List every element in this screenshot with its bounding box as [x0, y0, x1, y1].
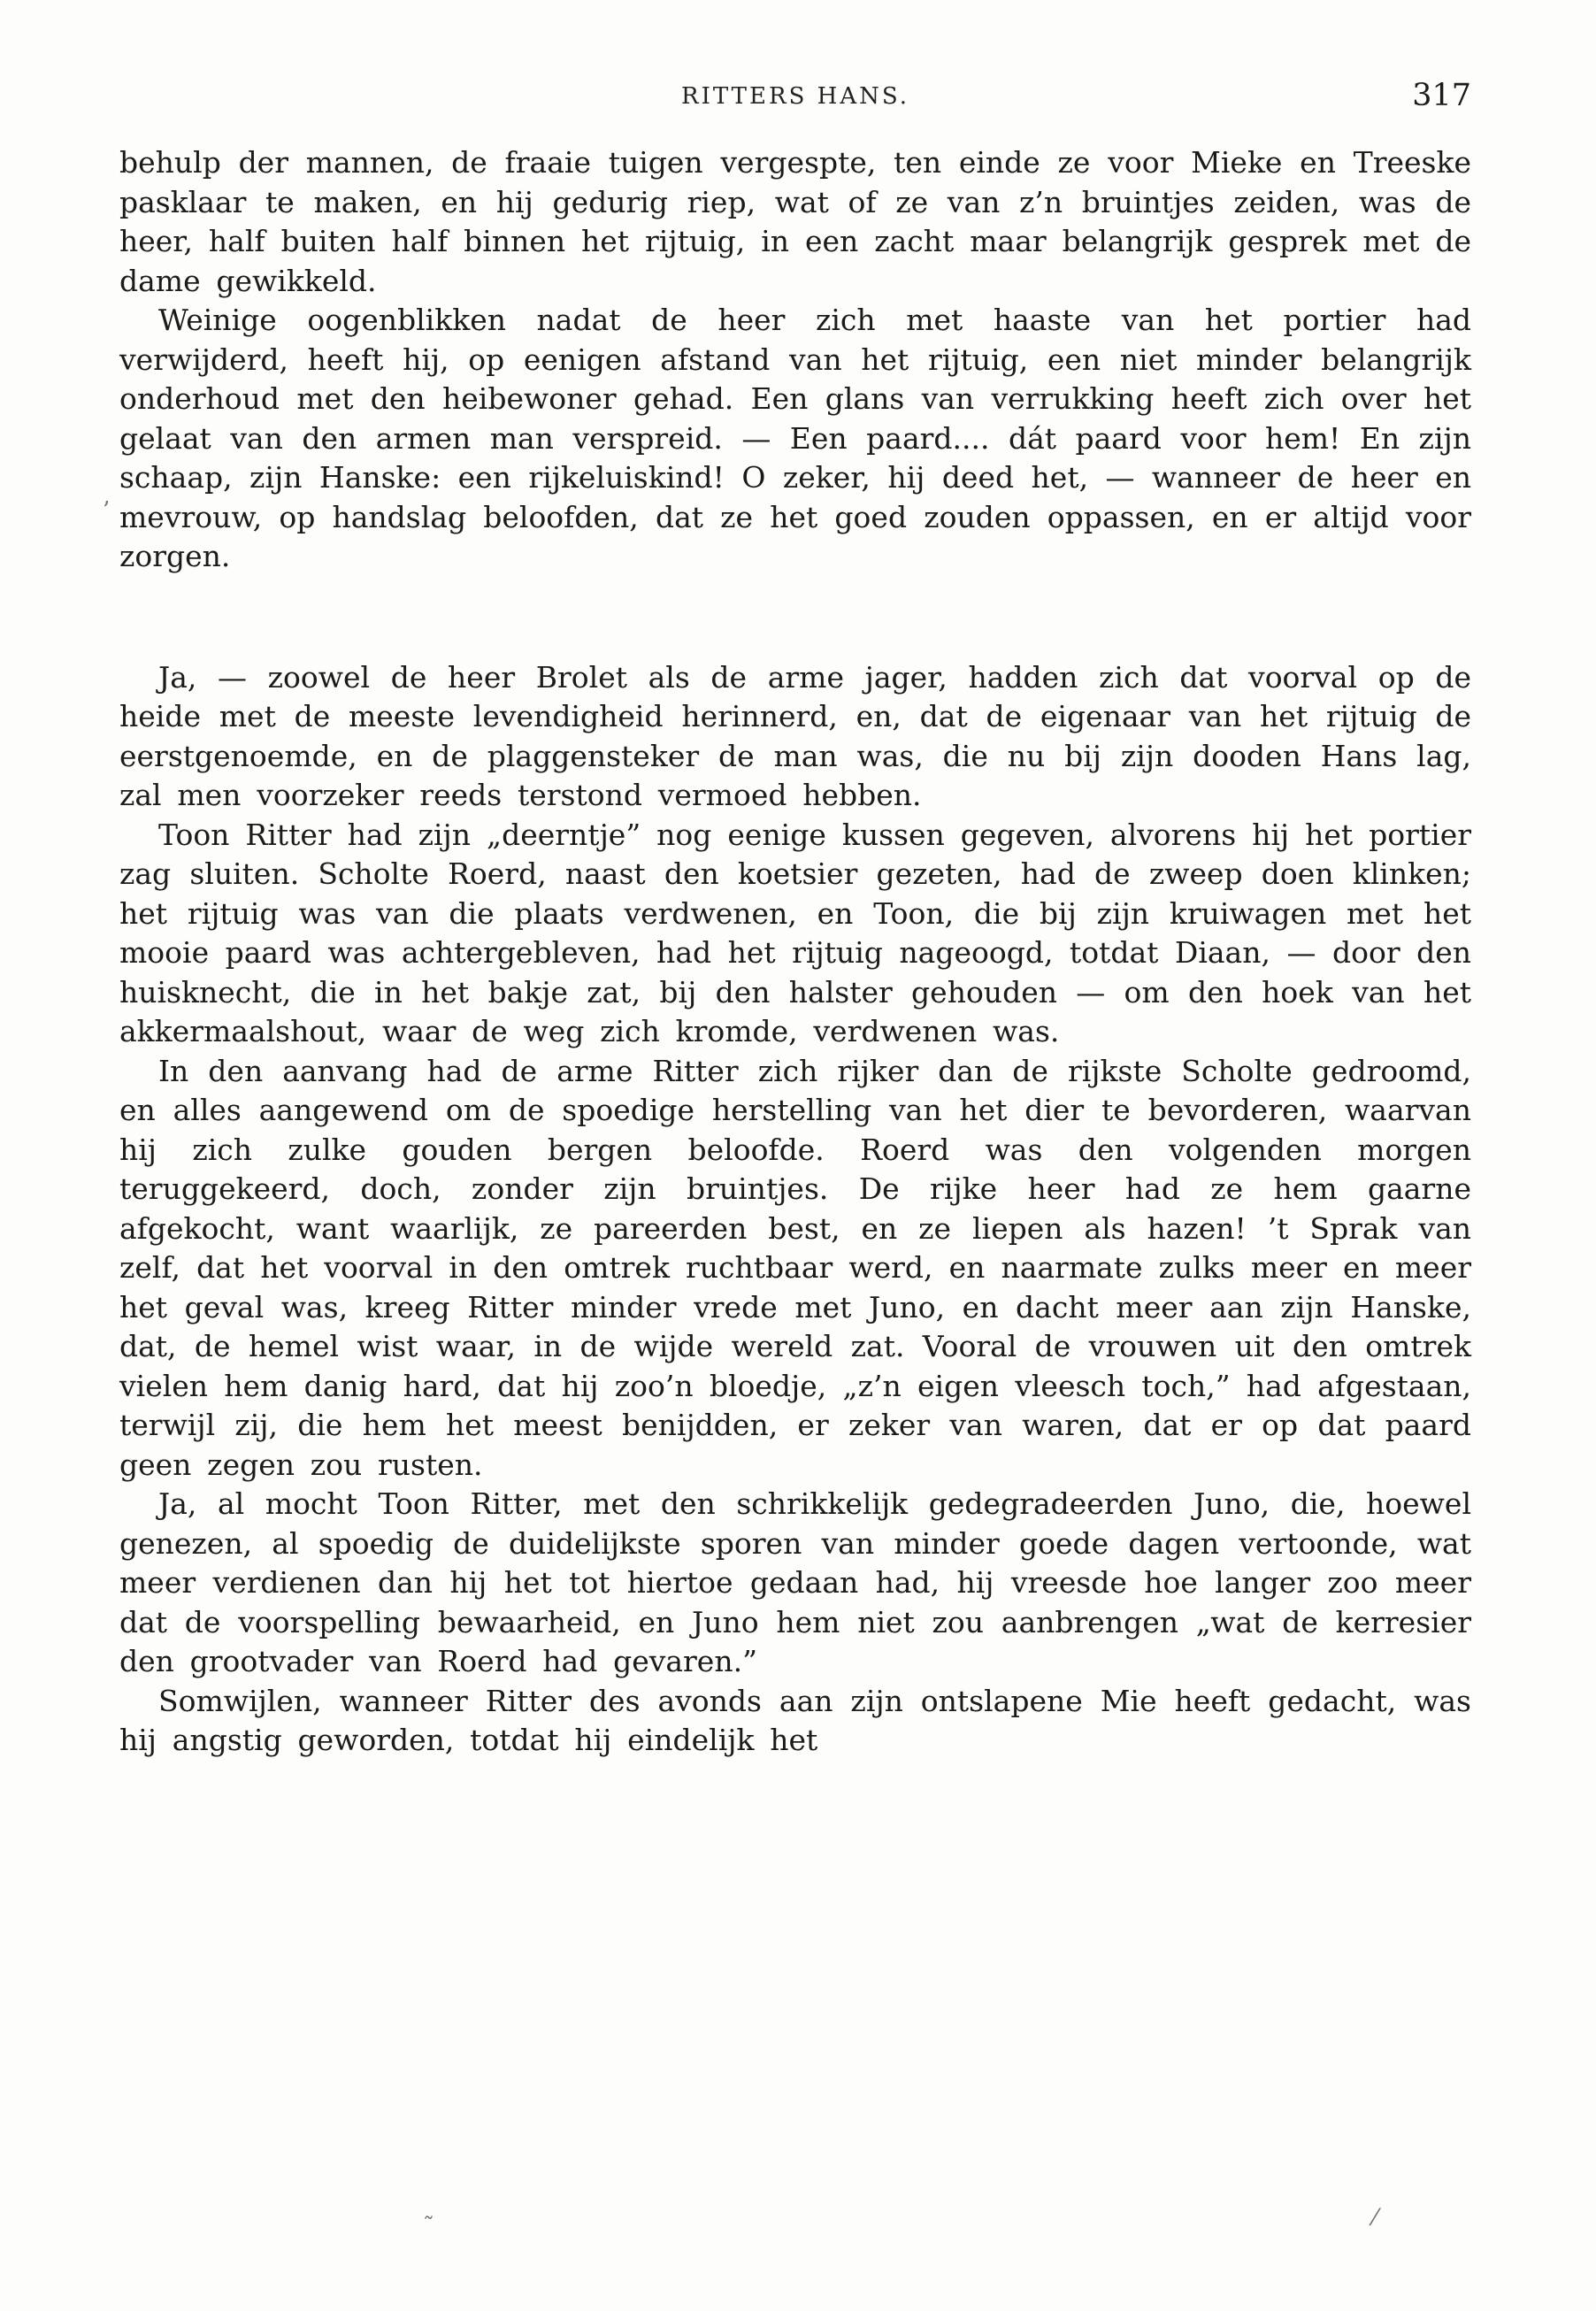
text-block	[119, 78, 1471, 1761]
paragraph: Toon Ritter had zijn „deerntje” nog eenige kussen gegeven, alvorens hij het portier zag sluiten. Scholte Roerd, naast den koetsier gezeten, had de zweep doen klinken; het rijtuig was van die plaats verdwenen, en Toon, die bij zijn kruiwagen met het mooie paard was achtergebleven, had het rijtuig nageoogd, totdat Diaan, — door den huisknecht, die in het bakje zat, bij den halster gehouden — om den hoek van het akkermaalshout, waar de weg zich kromde, verdwenen was.	[119, 817, 1471, 1048]
scan-artifact-bottom-right: ⁄	[1373, 2205, 1377, 2231]
page-header	[119, 78, 1471, 119]
paragraph: Ja, al mocht Toon Ritter, met den schrikkelijk gedegradeerden Juno, die, hoewel genezen, al spoedig de duidelijkste sporen van minder goede dagen vertoonde, wat meer verdienen dan hij het tot hiertoe gedaan had, hij vreesde hoe langer zoo meer dat de voorspelling bewaarheid, en Juno hem niet zou aanbrengen „wat de kerresier den grootvader van Roerd had gevaren.”	[119, 1486, 1471, 1678]
page-number: 317	[1412, 78, 1471, 113]
running-title: RITTERS HANS.	[681, 83, 909, 110]
paragraph: In den aanvang had de arme Ritter zich rijker dan de rijkste Scholte gedroomd, en alles aangewend om de spoedige herstelling van het dier te bevorderen, waarvan hij zich zulke gouden bergen beloofde. Roerd was den volgenden morgen teruggekeerd, doch, zonder zijn bruintjes. De rijke heer had ze hem gaarne afgekocht, want waarlijk, ze pareerden best, en ze liepen als hazen! ’t Sprak van zelf, dat het voorval in den omtrek ruchtbaar werd, en naarmate zulks meer en meer het geval was, kreeg Ritter minder vrede met Juno, en dacht meer aan zijn Hanske, dat, de hemel wist waar, in de wijde wereld zat. Vooral de vrouwen uit den omtrek vielen hem danig hard, dat hij zoo’n bloedje, „z’n eigen vleesch toch,” had afgestaan, terwijl zij, die hem het meest benijdden, er zeker van waren, dat er op dat paard geen zegen zou rusten.	[119, 1053, 1471, 1482]
paragraph: Somwijlen, wanneer Ritter des avonds aan zijn ontslapene Mie heeft gedacht, was hij angstig geworden, totdat hij eindelijk het	[119, 1683, 1471, 1757]
scan-artifact-bottom-center: ˜	[423, 2214, 434, 2240]
paragraph-section-start: Ja, — zoowel de heer Brolet als de arme jager, hadden zich dat voorval op de heide met de meeste levendigheid herinnerd, en, dat de eigenaar van het rijtuig de eerstgenoemde, en de plaggensteker de man was, die nu bij zijn dooden Hans lag, zal men voorzeker reeds terstond vermoed hebben.	[119, 659, 1471, 812]
page-body	[119, 143, 1471, 1761]
paragraph: Weinige oogenblikken nadat de heer zich met haaste van het portier had verwijderd, heeft hij, op eenigen afstand van het rijtuig, een niet minder belangrijk onderhoud met den heibewoner gehad. Een glans van verrukking heeft zich over het gelaat van den armen man verspreid. — Een paard.... dát paard voor hem! En zijn schaap, zijn Hanske: een rijkeluiskind! O zeker, hij deed het, — wanneer de heer en mevrouw, op handslag beloofden, dat ze het goed zouden oppassen, en er altijd voor zorgen.	[119, 303, 1471, 573]
scan-artifact-left-margin: ’	[103, 497, 111, 524]
paragraph-continuation: behulp der mannen, de fraaie tuigen vergespte, ten einde ze voor Mieke en Treeske pasklaar te maken, en hij gedurig riep, wat of ze van z’n bruintjes zeiden, was de heer, half buiten half binnen het rijtuig, in een zacht maar belangrijk gesprek met de dame gewikkeld.	[119, 145, 1471, 298]
